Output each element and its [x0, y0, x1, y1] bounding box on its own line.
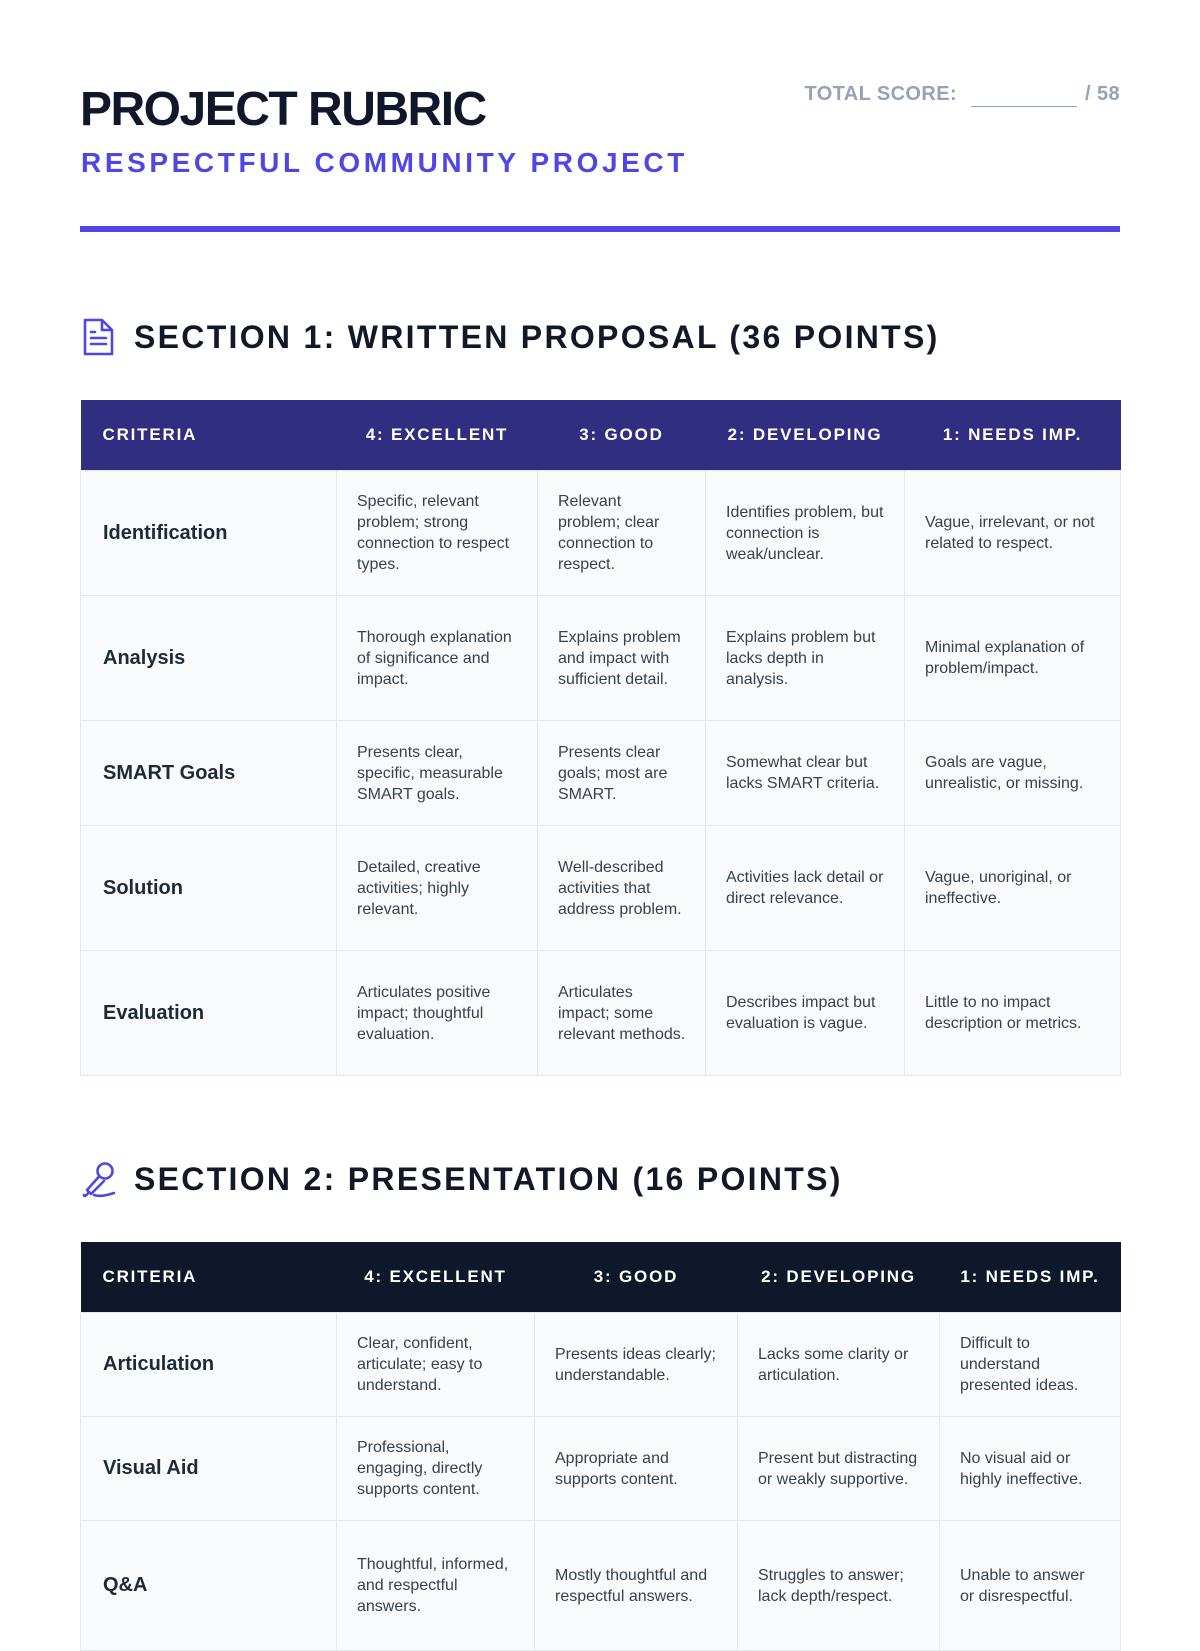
score-blank	[971, 82, 1077, 107]
developing-cell: Struggles to answer; lack depth/respect.	[738, 1521, 940, 1651]
excellent-cell: Thorough explanation of significance and impact.	[337, 596, 538, 721]
criteria-cell: Visual Aid	[81, 1417, 337, 1521]
section-2-title: SECTION 2: PRESENTATION (16 POINTS)	[134, 1160, 843, 1197]
table-row	[81, 826, 1121, 951]
table-header-row	[81, 400, 1121, 471]
section-1-title: SECTION 1: WRITTEN PROPOSAL (36 POINTS)	[134, 318, 940, 355]
good-cell: Explains problem and impact with sufficient detail.	[538, 596, 706, 721]
needs-improvement-cell: Difficult to understand presented ideas.	[940, 1313, 1121, 1417]
page-subtitle: RESPECTFUL COMMUNITY PROJECT	[81, 147, 688, 178]
score-label: TOTAL SCORE:	[804, 82, 958, 105]
total-score	[804, 80, 1120, 108]
column-header: 2: DEVELOPING	[706, 400, 905, 471]
section-1-header	[80, 317, 940, 357]
needs-improvement-cell: Vague, unoriginal, or ineffective.	[905, 826, 1121, 951]
score-total: / 58	[1085, 82, 1120, 105]
column-header: 3: GOOD	[538, 400, 706, 471]
column-header: 4: EXCELLENT	[337, 400, 538, 471]
excellent-cell: Professional, engaging, directly supports content.	[337, 1417, 535, 1521]
document-icon	[80, 317, 120, 357]
criteria-cell: Q&A	[81, 1521, 337, 1651]
table-header-row	[81, 1242, 1121, 1313]
table-row	[81, 951, 1121, 1076]
column-header: 1: NEEDS IMP.	[905, 400, 1121, 471]
table-row	[81, 1521, 1121, 1651]
presentation-table	[80, 1242, 1121, 1651]
developing-cell: Lacks some clarity or articulation.	[738, 1313, 940, 1417]
good-cell: Relevant problem; clear connection to respect.	[538, 471, 706, 596]
good-cell: Articulates impact; some relevant methods.	[538, 951, 706, 1076]
criteria-cell: Analysis	[81, 596, 337, 721]
table-row	[81, 1313, 1121, 1417]
column-header: 1: NEEDS IMP.	[940, 1242, 1121, 1313]
column-header: CRITERIA	[81, 400, 337, 471]
column-header: 4: EXCELLENT	[337, 1242, 535, 1313]
excellent-cell: Detailed, creative activities; highly relevant.	[337, 826, 538, 951]
developing-cell: Explains problem but lacks depth in analysis.	[706, 596, 905, 721]
criteria-cell: Evaluation	[81, 951, 337, 1076]
good-cell: Appropriate and supports content.	[535, 1417, 738, 1521]
column-header: CRITERIA	[81, 1242, 337, 1313]
needs-improvement-cell: Goals are vague, unrealistic, or missing.	[905, 721, 1121, 826]
good-cell: Well-described activities that address problem.	[538, 826, 706, 951]
excellent-cell: Clear, confident, articulate; easy to understand.	[337, 1313, 535, 1417]
header-divider	[80, 226, 1120, 232]
developing-cell: Activities lack detail or direct relevance.	[706, 826, 905, 951]
good-cell: Presents ideas clearly; understandable.	[535, 1313, 738, 1417]
excellent-cell: Presents clear, specific, measurable SMART goals.	[337, 721, 538, 826]
excellent-cell: Specific, relevant problem; strong connection to respect types.	[337, 471, 538, 596]
needs-improvement-cell: Unable to answer or disrespectful.	[940, 1521, 1121, 1651]
criteria-cell: SMART Goals	[81, 721, 337, 826]
needs-improvement-cell: Vague, irrelevant, or not related to respect.	[905, 471, 1121, 596]
good-cell: Presents clear goals; most are SMART.	[538, 721, 706, 826]
developing-cell: Describes impact but evaluation is vague.	[706, 951, 905, 1076]
excellent-cell: Thoughtful, informed, and respectful answers.	[337, 1521, 535, 1651]
microphone-icon	[80, 1159, 120, 1199]
good-cell: Mostly thoughtful and respectful answers.	[535, 1521, 738, 1651]
page-title: PROJECT RUBRIC	[80, 83, 486, 136]
column-header: 2: DEVELOPING	[738, 1242, 940, 1313]
developing-cell: Present but distracting or weakly supportive.	[738, 1417, 940, 1521]
table-row	[81, 596, 1121, 721]
needs-improvement-cell: Little to no impact description or metrics.	[905, 951, 1121, 1076]
table-row	[81, 471, 1121, 596]
developing-cell: Somewhat clear but lacks SMART criteria.	[706, 721, 905, 826]
section-2-header	[80, 1159, 843, 1199]
table-row	[81, 1417, 1121, 1521]
criteria-cell: Identification	[81, 471, 337, 596]
table-row	[81, 721, 1121, 826]
criteria-cell: Solution	[81, 826, 337, 951]
column-header: 3: GOOD	[535, 1242, 738, 1313]
developing-cell: Identifies problem, but connection is weak/unclear.	[706, 471, 905, 596]
needs-improvement-cell: No visual aid or highly ineffective.	[940, 1417, 1121, 1521]
excellent-cell: Articulates positive impact; thoughtful evaluation.	[337, 951, 538, 1076]
needs-improvement-cell: Minimal explanation of problem/impact.	[905, 596, 1121, 721]
written-proposal-table	[80, 400, 1121, 1076]
criteria-cell: Articulation	[81, 1313, 337, 1417]
